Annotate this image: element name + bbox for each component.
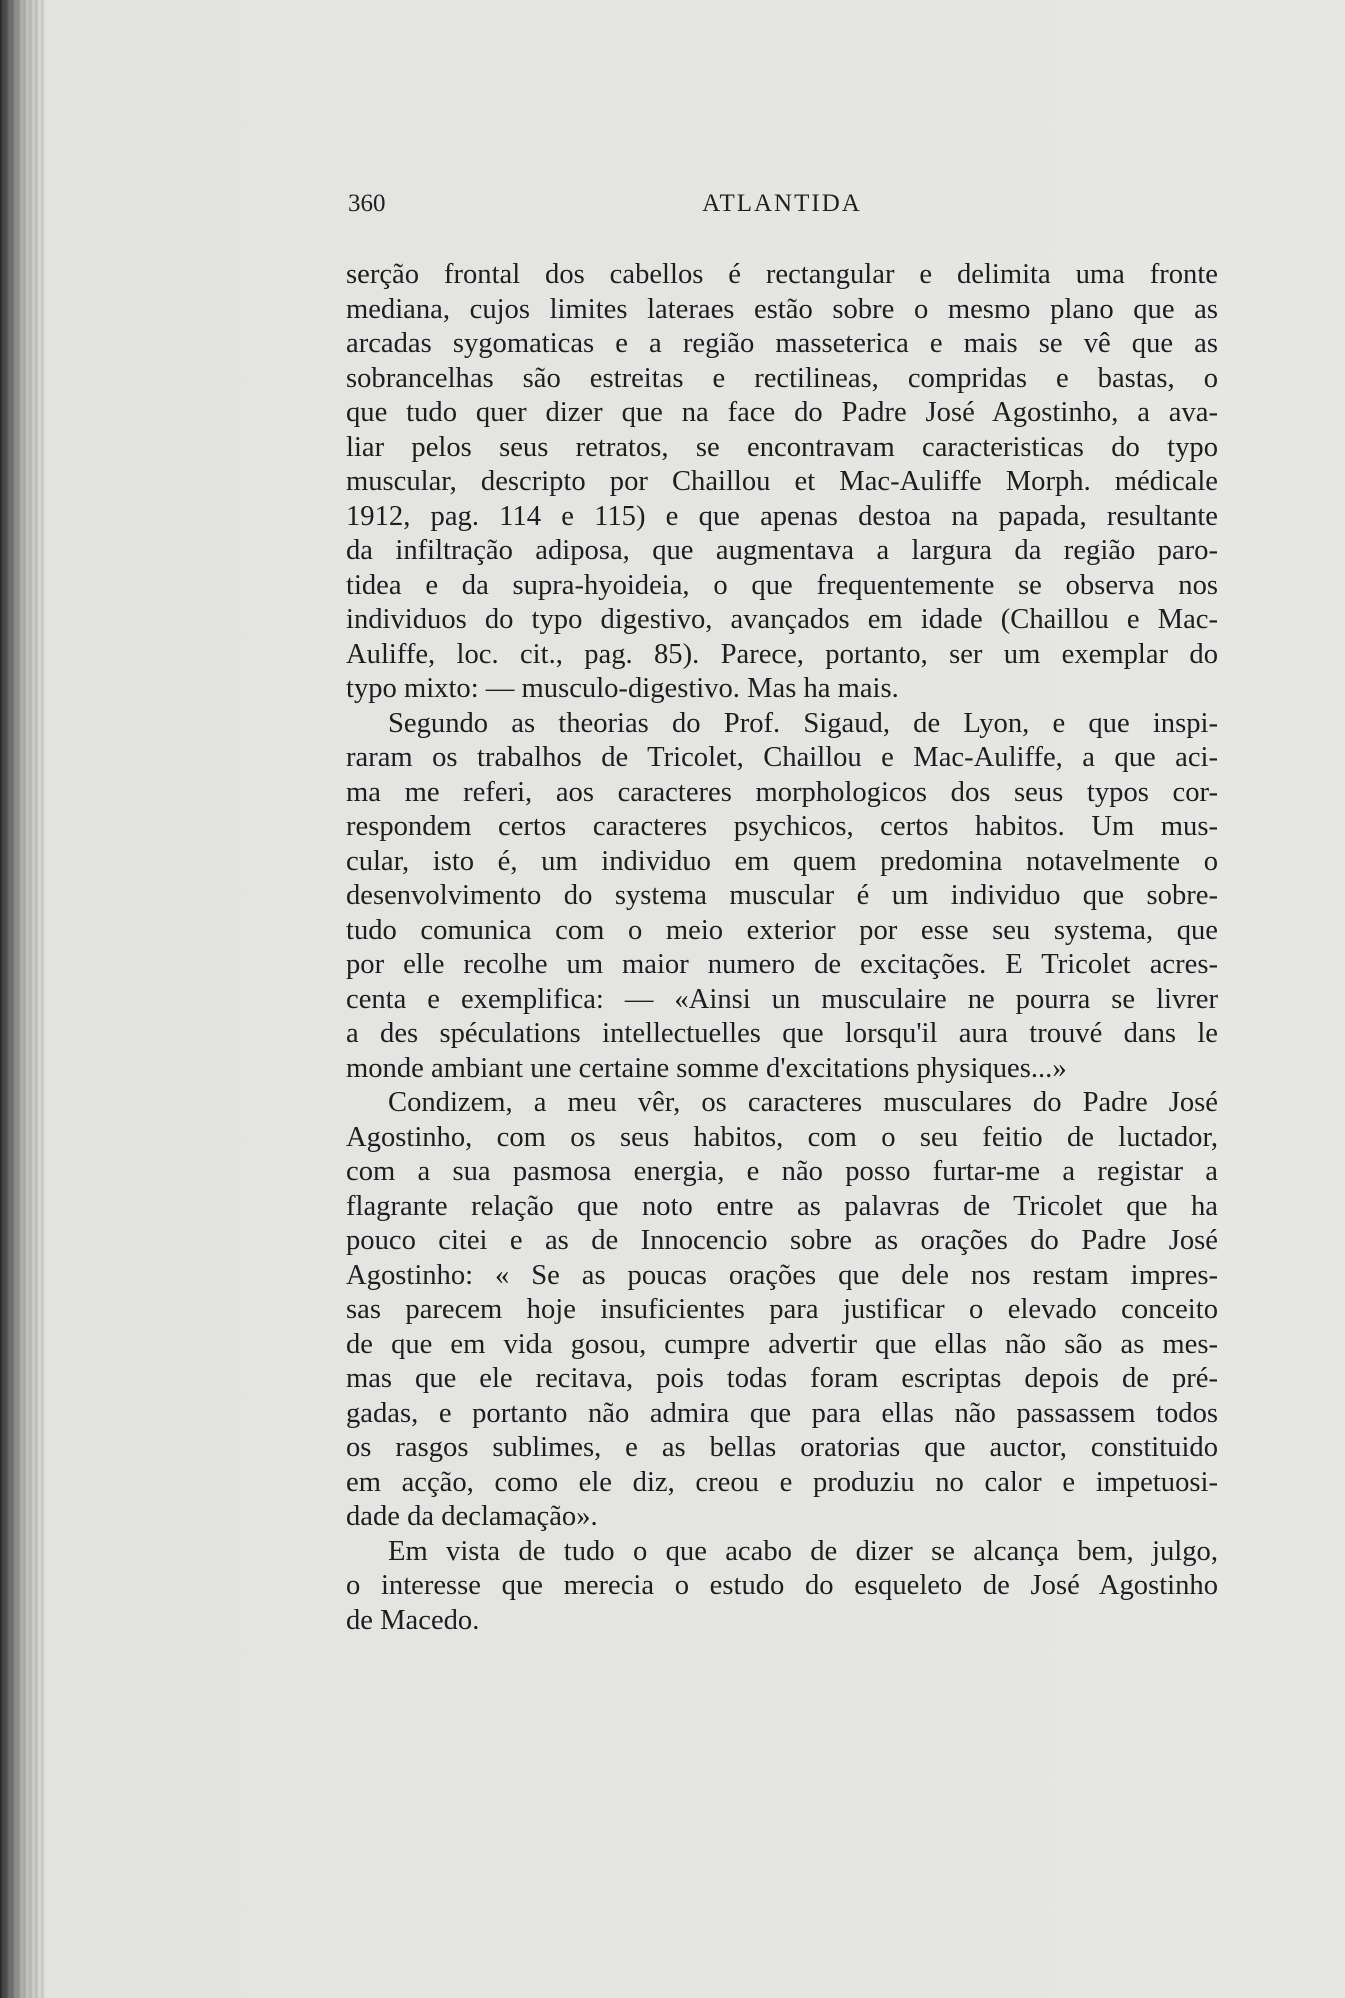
text-line: ma me referi, aos caracteres morphologicos dos seus typos cor- (346, 776, 1218, 808)
text-line: Agostinho: « Se as poucas orações que dele nos restam impres- (346, 1259, 1218, 1291)
text-line: mediana, cujos limites lateraes estão sobre o mesmo plano que as (346, 293, 1218, 325)
text-line: Segundo as theorias do Prof. Sigaud, de Lyon, e que inspi- (388, 707, 1218, 739)
text-line: os rasgos sublimes, e as bellas oratorias que auctor, constituido (346, 1432, 1218, 1463)
text-line: typo mixto: — musculo-digestivo. Mas ha mais. (346, 673, 899, 704)
text-line: tidea e da supra-hyoideia, o que frequentemente se observa nos (346, 569, 1218, 601)
text-line: dade da declamação». (346, 1501, 598, 1532)
text-line: o interesse que merecia o estudo do esqueleto de José Agostinho (346, 1570, 1218, 1601)
text-line: monde ambiant une certaine somme d'excitations physiques...» (346, 1052, 1067, 1084)
text-line: pouco citei e as de Innocencio sobre as orações do Padre José (346, 1225, 1218, 1256)
text-line: sas parecem hoje insuficientes para justificar o elevado conceito (346, 1294, 1218, 1325)
text-line: individuos do typo digestivo, avançados em idade (Chaillou e Mac- (346, 604, 1218, 635)
text-line: de que em vida gosou, cumpre advertir que ellas não são as mes- (346, 1328, 1218, 1360)
text-line: em acção, como ele diz, creou e produziu no calor e impetuosi- (346, 1466, 1218, 1498)
text-line: 1912, pag. 114 e 115) e que apenas destoa na papada, resultante (346, 500, 1218, 532)
text-line: serção frontal dos cabellos é rectangular e delimita uma fronte (346, 259, 1218, 290)
text-line: muscular, descripto por Chaillou et Mac-Auliffe Morph. médicale (346, 466, 1218, 497)
text-line: centa e exemplifica: — «Ainsi un musculaire ne pourra se livrer (346, 983, 1218, 1015)
page-number: 360 (348, 190, 386, 217)
text-line: com a sua pasmosa energia, e não posso furtar-me a registar a (346, 1156, 1218, 1187)
text-line: a des spéculations intellectuelles que lorsqu'il aura trouvé dans le (346, 1018, 1218, 1049)
text-line: tudo comunica com o meio exterior por esse seu systema, que (346, 914, 1218, 946)
text-line: arcadas sygomaticas e a região masseterica e mais se vê que as (346, 328, 1218, 359)
text-line: que tudo quer dizer que na face do Padre José Agostinho, a ava- (346, 397, 1218, 428)
text-line: liar pelos seus retratos, se encontravam caracteristicas do typo (346, 431, 1218, 463)
page-header (348, 190, 1216, 224)
text-line: por elle recolhe um maior numero de excitações. E Tricolet acres- (346, 949, 1218, 980)
text-line: Condizem, a meu vêr, os caracteres musculares do Padre José (388, 1087, 1218, 1118)
book-spine-shadow (0, 0, 46, 1998)
text-line: cular, isto é, um individuo em quem predomina notavelmente o (346, 845, 1218, 877)
body-text (346, 258, 1218, 1638)
text-line: respondem certos caracteres psychicos, certos habitos. Um mus- (346, 811, 1218, 842)
text-line: da infiltração adiposa, que augmentava a largura da região paro- (346, 535, 1218, 566)
text-line: desenvolvimento do systema muscular é um individuo que sobre- (346, 880, 1218, 911)
text-line: Em vista de tudo o que acabo de dizer se alcança bem, julgo, (388, 1535, 1218, 1567)
text-line: sobrancelhas são estreitas e rectilineas, compridas e bastas, o (346, 362, 1218, 394)
text-line: raram os trabalhos de Tricolet, Chaillou e Mac-Auliffe, a que aci- (346, 742, 1218, 773)
text-line: flagrante relação que noto entre as palavras de Tricolet que ha (346, 1190, 1218, 1222)
text-line: de Macedo. (346, 1604, 480, 1636)
text-line: gadas, e portanto não admira que para ellas não passassem todos (346, 1397, 1218, 1429)
running-title: ATLANTIDA (702, 190, 862, 217)
text-line: Agostinho, com os seus habitos, com o seu feitio de luctador, (346, 1121, 1218, 1153)
text-line: mas que ele recitava, pois todas foram escriptas depois de pré- (346, 1363, 1218, 1394)
text-line: Auliffe, loc. cit., pag. 85). Parece, portanto, ser um exemplar do (346, 638, 1218, 670)
